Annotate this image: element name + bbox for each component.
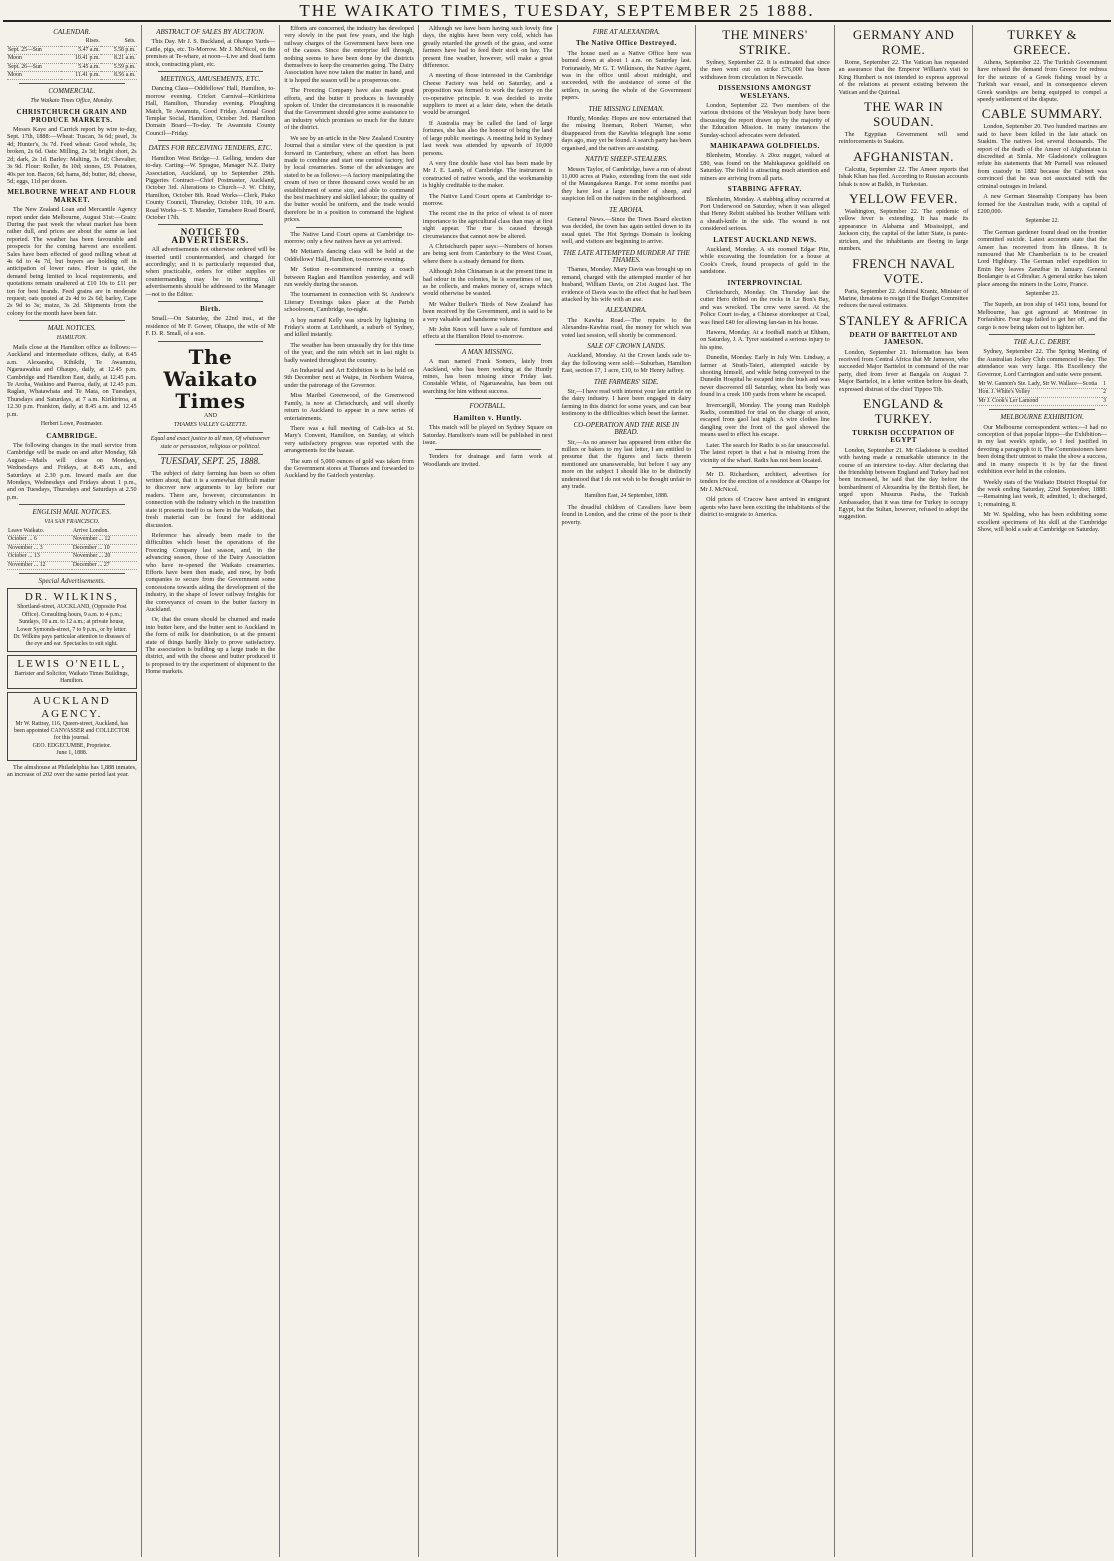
birth-text: Small.—On Saturday, the 22nd inst., at the residence of Mr F. Gower, Ohaupo, the wife of Mr F. D. R. Small, of a son.	[145, 315, 276, 338]
col3-para-6: Mr Sutton re-commenced running a coach between Raglan and Hamilton yesterday, and will run weekly during the season.	[284, 266, 414, 288]
football-text: This match will be played on Sydney Square on Saturday. Hamilton's team will be published in next issue.	[422, 424, 553, 446]
col3-para-11: Miss Maribel Greenwood, of the Greenwood Family, is now at Christchurch, and will shortly return to Auckland to appear in a new series of entertainments.	[284, 392, 414, 422]
col4-para-4: A very fine double base viol has been made by Mr J. E. Lamb, of Cambridge. The instrument is constructed of native woods, and the workmanship is highly creditable to the maker.	[422, 159, 553, 190]
col4-para-7: A Christchurch paper says:—Numbers of horses are being sent from Canterbury to the West Coast, where there is a steady demand for them.	[422, 242, 553, 265]
ad-dr-note: Dr. Wilkins pays particular attention to diseases of the eye and ear. Spectacles to suit sight.	[13, 634, 131, 648]
hospital-text: Weekly stats of the Waikato District Hospital for the week ending Saturday, 22nd September, 1888:—Remaining last week, 8; admitted, 1; discharged, 1; remaining, 8.	[977, 478, 1107, 508]
table-cell: Hon. J. White's Volley	[977, 389, 1102, 397]
table-row	[7, 553, 137, 561]
ad-dr-text: Shortland-street, AUCKLAND, (Opposite Post Office). Consulting hours, 9 a.m. to 4 p.m.; Sundays, 10 a.m. to 12 a.m.; at private house, Lower Symonds-street, 7 to 9 p.m., or by letter.	[16, 604, 127, 633]
missing-title: A MAN MISSING.	[461, 347, 514, 356]
ad-oneill-name: LEWIS O'NEILL,	[17, 657, 127, 670]
table-row	[977, 381, 1107, 389]
cable-summary-title: CABLE SUMMARY.	[981, 106, 1103, 122]
french-naval-title: FRENCH NAVAL VOTE.	[852, 255, 955, 286]
french-naval-text: Paris, September 22. Admiral Krantz, Minister of Marine, threatens to resign if the Budget Committee reduces the naval estimates.	[838, 287, 969, 310]
column-3	[280, 25, 419, 1557]
yellow-fever-title: YELLOW FEVER.	[849, 191, 958, 207]
table-cell: November ... 12	[7, 561, 72, 569]
england-turkey-title: ENGLAND & TURKEY.	[863, 395, 944, 426]
crown-lands-text: Auckland, Monday. At the Crown lands sale to-day the following were sold:—Suburban, Hamilton East, section 17, 1 acre, £10, to Mr Henry Jaffrey.	[561, 352, 692, 375]
col3-para-3: We see by an article in the New Zealand Country Journal that a similar view of the question is put forward in Canterbury, where an effort has been made to combine and start one central factory, fed by local creameries. Some of the advantages are stated to be as follows:—A factory manipulating the cream of two or three thousand cows would be an establishment of some size, and able to command the best machinery and skilled labour; the quality of the butter would be uniform, and the trade would therefore be in a position to command the highest prices.	[284, 134, 414, 224]
sheep-title: NATIVE SHEEP-STEALERS.	[585, 155, 668, 164]
cable-date-3: September 23.	[1025, 290, 1059, 297]
column-2	[142, 25, 281, 1557]
england-turkey-subtitle: TURKISH OCCUPATION OF EGYPT	[852, 428, 955, 445]
notice-text: All advertisements not otherwise ordered will be inserted until countermanded, and charged for accordingly; and it is particularly requested that, when practicable, orders for either supplies or countermanding may be in writing. All advertisements should be addressed to the Manager—not to the Editor.	[145, 246, 276, 298]
table-row	[7, 544, 137, 552]
ad-oneill-text: Barrister and Solicitor, Waikato Times Buildings, Hamilton.	[14, 670, 129, 685]
table-cell: 8.56 a.m.	[101, 72, 137, 80]
auckland-news-text: Auckland, Monday. A six roomed Edgar Pite, while excavating the foundation for a house at Cook's Creek, found prospects of gold in the sandstone.	[700, 245, 830, 276]
ad-agency	[7, 692, 137, 761]
table-row	[7, 38, 137, 46]
lineman-text: Huntly, Monday. Hopes are now entertained that the missing lineman, Robert Warner, who disappeared from the Kawhia telegraph line some days ago, may yet be found. A search party has been organised, and the natives are assisting.	[561, 115, 692, 152]
miners-title: THE MINERS' STRIKE.	[722, 27, 808, 57]
english-mail-via: VIA SAN FRANCISCO.	[44, 518, 100, 525]
col3-para-13: The sum of 5,000 ounces of gold was taken from the Government stores at Thames and forwarded to Auckland by the Gairloch yesterday.	[284, 457, 414, 480]
table-cell: Arrive London.	[72, 528, 137, 536]
table-row	[7, 528, 137, 536]
cracow-text: Old prices of Cracow have arrived in emigrant agents who have been exciting the inhabitants of the district to emigrate to America.	[700, 496, 830, 518]
stanley-text: London, September 21. Information has been received from Central Africa that Mr Jameson, who succeeded Major Barttelot in command of the rear party, died from fever at Bangala on August 7. Major Barttelot, in a letter written before his death, expressed distrust of the chief Tippoo Tib.	[838, 348, 969, 393]
mail-title: MAIL NOTICES.	[47, 324, 96, 333]
farmers-title: THE FARMERS' SIDE.	[593, 377, 659, 386]
col4-para-6: The recent rise in the price of wheat is of more importance to the agricultural class than may at first sight appear. The rise is caused through circumstances that cannot now be altered.	[422, 210, 553, 240]
table-cell: Moon	[7, 72, 61, 80]
ajc-results-table	[977, 381, 1107, 406]
miners-text: Sydney, September 22. It is estimated that since the men went out on strike £76,000 has been withdrawn from circulation in Newcastle.	[700, 59, 830, 81]
chch-text: Messrs Kaye and Carrick report by wire to-day, Sept. 17th, 1888:—Wheat: Tuscan, 3s 6d; pearl, 3s 4d; Hunter's, 3s 7d. Feed wheat: Good whole, 3s; broken, 2s 6d. Oats: Milling, 2s 3d; bright short, 2s 2d; dark, 2s 1d. Barley: Malting, 3s 6d; Chevalier, 3s 9d. Flour: Roller, 8s 10d; stones, £9. Potatoes, 40s per ton. Bacon, 6d; hams, 8d; butter, 8d; cheese, 5d; eggs, 11d per dozen.	[7, 126, 137, 185]
special-ads-title: Special Advertisements.	[38, 577, 106, 585]
germany-rome-text: Rome, September 22. The Vatican has requested an assurance that the Emperor William's visit to King Humbert is not intended to express approval of the relations at present existing between the Vatican and the Quirinal.	[838, 59, 969, 96]
murder-text: Thames, Monday. Mary Davis was brought up on remand, charged with the attempted murder of her husband, William Davis, on 21st August last. The evidence of Davis was to the effect that he had been attacked by his wife with an axe.	[561, 266, 692, 303]
farmers-text: Sir,—I have read with interest your late article on the dairy industry. I have been engaged in dairy farming in this district for some years, and can bear testimony to the difficulties which beset the farmer.	[561, 388, 692, 418]
table-cell: Sets.	[101, 38, 137, 46]
cable-text-1: London, September 20. Two hundred marines are said to have been killed in the late attack on Suakim. The natives lost several thousands. The report of the death of the Ameer of Afghanistan is discredited at Simla. Mr Gladstone's colleagues refute his statements that Mr Parnell was released from custody in 1882 because the Cabinet was convinced that he was not associated with the criminal outrages in Ireland.	[977, 123, 1107, 190]
cable-date-2: September 22.	[1025, 218, 1059, 225]
stanley-title: STANLEY & AFRICA	[838, 312, 969, 328]
football-subtitle: Hamilton v. Huntly.	[453, 413, 522, 422]
nameplate-subtitle: THAMES VALLEY GAZETTE.	[173, 422, 248, 429]
table-cell: December ... 27	[72, 561, 137, 569]
melbourne-exhibition-title: MELBOURNE EXHIBITION.	[1000, 413, 1084, 422]
editorial-para-3: Or, that the cream should be churned and made into butter here, and the butter sent to Auckland in the form of milk for distribution, is at the present state of things hardly likely to prove satisfactory. The association is building up a large trade in the district, and with the cheese and butter produced it is proposed to try the experiment of shipment to the Home markets.	[145, 616, 276, 676]
alexandra-text: The Kawhia Road.—The repairs to the Alexandra-Kawhia road, the money for which was voted last session, will shortly be commenced.	[561, 316, 692, 339]
editorial-para-2: Reference has already been made to the difficulties which beset the operations of the Freezing Company last season, and, in the advancing season, those of the Dairy Association who have re-opened the Waikato creameries. Efforts have been then made, and now, by both companies to secure from the Government some concessions towards aiding the development of the industry, in the shape of lower railway freights for the conveyance of cream to the butter factory in Auckland.	[145, 531, 276, 613]
col3-para-4: The Native Land Court opens at Cambridge to-morrow; only a few natives have as yet arrived.	[284, 230, 414, 245]
teaoha-text: General News.—Since the Town Board election was decided, the town has again settled down to its usual quiet. The Hot Springs Domain is looking well, and visitors are beginning to arrive.	[561, 215, 692, 246]
table-cell: Leave Waikato.	[7, 528, 72, 536]
soudan-title: THE WAR IN SOUDAN.	[863, 99, 944, 130]
football-title: FOOTBALL.	[469, 402, 506, 411]
column-5	[558, 25, 697, 1557]
fire-title: FIRE AT ALEXANDRA.	[592, 28, 660, 36]
col4-para-3: If Australia may be called the land of large fortunes, she has also the honour of being the land of large public meetings. A meeting held in Sydney last week was attended by upwards of 10,000 persons.	[422, 119, 553, 157]
col3-para-5: Mr Mettam's dancing class will be held at the Oddfellows' Hall, Hamilton, to-morrow evening.	[284, 248, 414, 263]
ad-agency-date: June 1, 1888.	[56, 750, 88, 757]
coop-title: CO-OPERATION AND THE RISE IN BREAD.	[573, 420, 679, 437]
dunedin-text: Dunedin, Monday. Early in July Wm. Lindsay, a farmer at Strath-Taieri, attempted suicide by shooting himself, and while being conveyed to the Dunedin Hospital he escaped into the bush and was never discovered till Saturday, when his body was found in a creek 100 yards from where he escaped.	[700, 354, 830, 399]
col3-para-10: An Industrial and Art Exhibition is to be held on 9th December next at Waipu, in Northern Wairoa, under the patronage of the Governor.	[284, 367, 414, 389]
afghanistan-title: AFGHANISTAN.	[853, 148, 954, 164]
commercial-title: COMMERCIAL.	[48, 87, 96, 96]
dateline: TUESDAY, SEPT. 25, 1888.	[160, 456, 261, 467]
coop-text: Sir,—As no answer has appeared from either the millers or bakers to my last letter, I am entitled to presume that the figures and facts therein mentioned are unanswerable, but before I say any more on the subject I should like to be distinctly understood that I do not wish to be thought unfair to any trade.	[561, 438, 692, 490]
tenders-note: Tenders for drainage and farm work at Woodlands are invited.	[422, 453, 553, 468]
alexandra-title: ALEXANDRA.	[605, 306, 647, 315]
table-row	[7, 536, 137, 544]
table-cell	[7, 38, 61, 46]
column-7	[835, 25, 974, 1557]
col4-para-9: Mr Walter Buller's 'Birds of New Zealand' has been received by the Government, and is said to be a very valuable and handsome volume.	[422, 300, 553, 323]
table-cell: 1	[1103, 381, 1106, 388]
table-cell: Sept. 26—Sun	[7, 63, 61, 71]
col4-para-5: The Native Land Court opens at Cambridge to-morrow.	[422, 192, 553, 207]
table-cell: November ... 20	[72, 553, 137, 561]
ajc-derby-text: Sydney, September 22. The Spring Meeting of the Australian Jockey Club commenced to-day. The attendance was very large. His Excellency the Governor, Lord Carrington and suite were present.	[977, 348, 1107, 378]
col3-para-9: The weather has been unusually dry for this time of the year, and the rain which set in last night is badly wanted throughout the country.	[284, 341, 414, 364]
invercargill-text: Invercargill, Monday. The young man Rudolph Radix, committed for trial on the charge of arson, escaped from gaol last night. A wire clothes line dangling over the front of the gaol showed the means used to effect his escape.	[700, 401, 830, 439]
mail-subtitle: HAMILTON.	[56, 334, 87, 341]
bread-text: The dreadful children of Cavaliers have been found in London, and the crime of the poor is their poverty.	[561, 503, 692, 526]
col3-para-1: Efforts are concerned, the industry has developed very slowly in the past few years, and the high railway charges of the Government have been one of the causes. Since the enterprise fell through, nothing seems to have been done by the districts themselves to keep the creameries going. The Dairy Association have now taken the matter in hand, and it is hoped the season will be a prosperous one.	[284, 25, 414, 84]
col4-para-8: Although John Chinaman is at the present time in bad odour in the colonies, he is sometimes of use, as he collects, and makes money of, scraps which would otherwise be wasted.	[422, 268, 553, 298]
table-cell: 8.21 a.m.	[101, 55, 137, 63]
sheep-text: Messrs Taylor, of Cambridge, have a run of about 11,000 acres at Piako, extending from the east side of the Maungakawa Range. For some months past they have lost a large number of sheep, and suspicion fell on the natives in the neighbourhood.	[561, 165, 692, 203]
tenders-text: Hamilton West Bridge—J. Gelling, tenders due to-day. Carting—W. Sprague, Manager N.Z. Dairy Association, Auckland, up to September 29th. Piggeries Contract—Chief Postmaster, Auckland, October 3rd. Alterations to Church—J. W. Chitty, Hamilton, October 8th. Road Works—Clerk, Piako County Council, Thursday, October 11th, 10 a.m. Road Works—S. T. Mander, Tamahere Road Board, October 17th.	[145, 154, 276, 221]
notice-title: NOTICE TO ADVERTISERS.	[171, 227, 250, 245]
col4-para-1: Although we have been having such lovely fine days, the nights have been very cold, which has greatly retarded the growth of the grass, and some farmers have had to feed their stock on hay. The present fine weather, however, will make a great difference.	[422, 25, 553, 70]
table-cell: 5.59 p.m.	[101, 63, 137, 71]
turkey-greece-title: TURKEY & GREECE.	[1007, 27, 1077, 57]
sales-text: This Day. Mr J. S. Buckland, at Ohaupo Yards—Cattle, pigs, etc. To-Morrow. Mr J. McNicol, on the premises at Te-whare, at noon—Live and dead farm stock, contracting plant, etc.	[145, 38, 276, 68]
stabbing-title: STABBING AFFRAY.	[727, 185, 803, 194]
col3-para-2: The Freezing Company have also made great efforts, and the butter it produces is favourably spoken of. Under the circumstances it is reasonable that the Government should give some assistance to an industry which promises so much for the future of the district.	[284, 87, 414, 132]
calendar-title: CALENDAR.	[53, 28, 91, 36]
meetings-title: MEETINGS, AMUSEMENTS, ETC.	[160, 75, 261, 84]
melbourne-text: The New Zealand Loan and Mercantile Agency report under date Melbourne, August 31st:—Grain: During the past week the wheat market has been rather dull, and prices are about the same as last reported. The weather has been favourable and prospects for the coming harvest are excellent. Sales have been effected of good milling wheat at 4s 6d to 4s 7d, but buyers are holding off in anticipation of lower rates. Flour is quiet, the demand being limited to local requirements, and quotations remain unaltered at £10 10s to £11 per ton for best brands. Feed grains are in moderate request; oats quoted at 2s 4d to 2s 6d; barley, Cape 2s 9d to 3s; maize, 3s 2d. Shipments from the colony for the month have been fair.	[7, 206, 137, 317]
teaoha-title: TE AROHA.	[609, 205, 644, 214]
col3-para-7: The tournament in connection with St. Andrew's Literary Evenings takes place at the Parish schoolroom, Cambridge, to-night.	[284, 291, 414, 314]
english-mail-title: ENGLISH MAIL NOTICES.	[32, 508, 112, 517]
cambridge-heading: CAMBRIDGE.	[46, 431, 98, 440]
interprovincial-text: Christchurch, Monday. On Thursday last the cutter Hero drifted on the rocks in Le Bon's Bay, and was wrecked. The crew were saved. At the Police Court to-day, a Chinese storekeeper at Coal, was fined £40 for allowing fan-tan in his house.	[700, 288, 830, 326]
meetings-text: Dancing Class—Oddfellows' Hall, Hamilton, to-morrow evening. Cricket Carnival—Kirikiriroa Hall, Hamilton, Thursday evening. Ploughing Match, Te Awamutu, Good Friday. Annual Good Templar Social, Hamilton, October 3rd. Hamilton Domain Board—To-day. Te Awamutu County Council—Friday.	[145, 85, 276, 137]
column-1	[3, 25, 142, 1557]
soudan-text: The Egyptian Government will send reinforcements to Suakim.	[838, 131, 969, 146]
germany-rome-title: GERMANY AND ROME.	[852, 27, 955, 57]
table-cell: October ... 13	[7, 553, 72, 561]
column-8	[973, 25, 1111, 1557]
table-row	[7, 561, 137, 569]
ad-dr-name: DR. WILKINS,	[24, 591, 119, 604]
lineman-title: THE MISSING LINEMAN.	[588, 104, 665, 113]
table-cell: Rises.	[61, 38, 101, 46]
melbourne-heading: MELBOURNE WHEAT AND FLOUR MARKET.	[7, 188, 137, 204]
almshouse-text: The almshouse at Philadelphia has 1,888 inmates, an increase of 202 over the same period last year.	[7, 763, 137, 779]
turkey-greece-text: Athens, September 22. The Turkish Government have refused the demand from Greece for redress for the seizure of a Greek fishing vessel by a Turkish war vessel, and in consequence eleven Greek warships are being equipped to compel a speedy settlement of the dispute.	[977, 59, 1107, 104]
commercial-subtitle: The Waikato Times Office, Monday.	[30, 97, 114, 104]
cable-text-2: A new German Steamship Company has been formed for the Australian trade, with a capital of £200,000.	[977, 193, 1107, 215]
invercargill-later-text: Later. The search for Radix is so far unsuccessful. The latest report is that a hat is missing from the vicinity of the wharf. Radix has not been located.	[700, 441, 830, 464]
spalding-text: Mr W. Spalding, who has been exhibiting some excellent specimens of his skill at the Cambridge Show, will hold a sale at Cambridge on Saturday.	[977, 511, 1107, 533]
nameplate: The Waikato Times	[163, 344, 258, 413]
birth-title: Birth.	[200, 305, 221, 313]
table-cell: Moon	[7, 55, 61, 63]
chch-heading: CHRISTCHURCH GRAIN AND PRODUCE MARKETS.	[16, 108, 128, 124]
table-cell: 5.47 a.m.	[61, 46, 101, 54]
table-cell: October ... 6	[7, 536, 72, 544]
table-row	[7, 72, 137, 80]
melbourne-exhibition-text: Our Melbourne correspondent writes:—I had no conception of that popular hippo—the Exhibition—in my last week's epistle, so I feel justified in devoting a paragraph to it. The Commissioners have been doing their utmost to make the show a success, and in many respects it is by far the finest exhibition ever held in the colonies.	[977, 423, 1107, 476]
mahikapawa-title: MAHIKAPAWA GOLDFIELDS.	[710, 142, 820, 151]
auckland-news-title: LATEST AUCKLAND NEWS.	[713, 235, 817, 244]
table-cell: November ... 12	[72, 536, 137, 544]
richardson-text: Mr D. Richardson, architect, advertises for tenders for the erection of a residence at Ohaupo for Mr J. McNicol.	[700, 470, 830, 493]
table-row	[977, 389, 1107, 397]
nameplate-motto: Equal and exact justice to all men, Of whatsoever state or persuasion, religious or political.	[150, 436, 271, 450]
table-cell: 5.58 p.m.	[101, 46, 137, 54]
col3-para-12: There was a full meeting of Cath-lics at St. Mary's Convent, Hamilton, on Sunday, at which very satisfactory progress was reported with the arrangements for the bazaar.	[284, 424, 414, 455]
fire-subtitle: The Native Office Destroyed.	[576, 39, 677, 48]
table-cell: 10.41 p.m.	[61, 55, 101, 63]
table-cell: 11.41 p.m.	[61, 72, 101, 80]
fire-text: The house used as a Native Office here was burned down at about 1 a.m. on Saturday last. Fortunately, Mr G. T. Wilkinson, the Native Agent, was in the office until about midnight, and succeeded, with the assistance of some of the settlers, in saving the whole of the Government papers.	[561, 49, 692, 102]
table-cell: Mr J. Cook's Ler Lamond	[977, 397, 1102, 405]
sales-title: ABSTRACT OF SALES BY AUCTION.	[156, 28, 265, 36]
masthead: THE WAIKATO TIMES, TUESDAY, SEPTEMBER 25 1888.	[3, 0, 1111, 22]
english-mail-table	[7, 528, 137, 570]
table-cell: 2	[1103, 389, 1106, 396]
england-turkey-text: London, September 21. Mr Gladstone is credited with having made a remarkable utterance in the course of an interview to-day. After declaring that the friendship between England and Turkey had not been increased, he said that the day before the bombardment of Alexandria by the British fleet, he urged upon Musurus Pasha, the Turkish Ambassador, that it was time for Turkey to occupy Egypt, but the Sultan, however, refused to adopt the suggestion.	[838, 446, 969, 521]
wesleyans-text: London, September 22. Two members of the various divisions of the Wesleyan body have been discussing the report drawn up by the majority of the Education Mission. In many instances the Sunday-school advocates were defeated.	[700, 102, 830, 139]
mahikapawa-text: Blenheim, Monday. A 20oz nugget, valued at £80, was found on the Mahikapawa goldfield on Saturday. The field is attracting much attention and miners are arriving from all parts.	[700, 152, 830, 182]
ad-agency-name: AUCKLAND AGENCY.	[32, 694, 111, 720]
table-cell: December ... 10	[72, 544, 137, 552]
col3-para-8: A boy named Kelly was struck by lightning in Friday's storm at Leichhardt, a suburb of Sydney, and killed instantly.	[284, 316, 414, 339]
ajc-derby-title: THE A.J.C. DERBY.	[1013, 338, 1071, 346]
missing-text: A man named Frank Somers, lately from Auckland, who has been working at the Huntly mines, has been missing since Friday last. Constable White, of Ngaruawahia, has been out searching for him without success.	[422, 358, 553, 395]
cable-text-3: The German gardener found dead on the frontier committed suicide. Latest accounts state that the Ameer has recovered from his illness. It is rumoured that Mr Chamberlain is to be created Lord Highbury. The German relief expedition to Emin Bey leaves Zanzibar in January. General Boulanger is at Gibraltar. A general strike has taken place among the miners in the Loire, France.	[977, 228, 1107, 288]
cable-text-4: The Superb, an iron ship of 1451 tons, bound for Melbourne, has got aground at Montrose in Forfarshire. Four tugs failed to get her off, and the cargo is now being taken out to lighten her.	[977, 301, 1107, 331]
table-row	[7, 55, 137, 63]
calendar-table	[7, 38, 137, 80]
table-row	[977, 397, 1107, 405]
stabbing-text: Blenheim, Monday. A stabbing affray occurred at Port Underwood on Saturday, when it was alleged that Henry Rebitt stabbed his brother William with a sheath-knife in the side. The wound is not considered serious.	[700, 195, 830, 233]
col4-para-10: Mr John Knox will have a sale of furniture and effects at the Hamilton Hotel to-morrow.	[422, 326, 553, 341]
table-cell: 3	[1103, 397, 1106, 404]
ad-oneill	[7, 655, 137, 689]
column-4	[419, 25, 558, 1557]
editorial-para-1: The subject of dairy farming has been so often written about, that it is a somewhat difficult matter to discover new arguments to lay before our readers. There are, however, circumstances in connection with the industry which in the transition state it presents itself to us here in the Waikato, that fresh material can be found for additional discussion.	[145, 469, 276, 529]
afghanistan-text: Calcutta, September 22. The Ameer reports that Ishak Khan has fled. According to Russian accounts Ishak is now at Balkh, in Turkestan.	[838, 165, 969, 188]
yellow-fever-text: Washington, September 22. The epidemic of yellow fever is extending. It has made its appearance in Alabama and Mississippi, and Jackson city, the capital of the latter State, is panic-stricken, and the inhabitants are fleeing in large numbers.	[838, 208, 969, 253]
interprovincial-title: INTERPROVINCIAL	[727, 278, 803, 287]
cambridge-text: The following changes in the mail service from Cambridge will be made on and after Monday, 6th August:—Mails will close on Mondays, Wednesdays and Fridays, at 8.45 a.m., and Saturdays at 2.30 p.m. Inward mails are due Mondays, Wednesdays and Fridays about 1 p.m., and on Tuesdays, Thursdays and Saturdays at 2.50 p.m.	[7, 441, 137, 501]
ad-dr-wilkins	[7, 588, 137, 651]
table-cell: 5.45 a.m.	[61, 63, 101, 71]
ad-agency-signature: GEO. EDGECUMBE, Proprietor.	[32, 742, 112, 749]
stanley-subtitle: DEATH OF BARTTELOT AND JAMESON.	[849, 330, 958, 347]
table-row	[7, 63, 137, 71]
ad-agency-text: Mr W. Rattray, 116, Queen-street, Auckland, has been appointed CANVASSER and COLLECTOR for this journal.	[13, 720, 130, 742]
nameplate-and: AND	[203, 412, 217, 419]
wesleyans-title: DISSENSIONS AMONGST WESLEYANS.	[718, 84, 812, 100]
coop-signature: Hamilton East, 24 September, 1888.	[584, 493, 669, 500]
mail-text: Mails close at the Hamilton office as follows:—Auckland and intermediate offices, daily, at 8.45 a.m. Alexandra, Kihikihi, Te Awamutu, Ngaruawahia and Ohaupo, daily, at 12.45 p.m. Cambridge and Hamilton East, daily, at 12.45 p.m. Te Aroha, Waikino and Paeroa, daily, at 12.45 p.m. Raglan, Whatawhata and Te Mata, on Tuesdays, Thursdays and Saturdays, at 7 a.m. Kirikiriroa, at 12.30 p.m. Frankton, daily, at 8.45 a.m. and 12.45 p.m.	[7, 344, 137, 418]
columns	[3, 25, 1111, 1557]
column-6	[696, 25, 835, 1557]
col4-para-2: A meeting of those interested in the Cambridge Cheese Factory was held on Saturday, and a proposition was formed to work the factory on the co-operative principle. It was decided to invite suppliers to meet at a later date, when the details would be arranged.	[422, 72, 553, 117]
table-row	[7, 46, 137, 54]
murder-title: THE LATE ATTEMPTED MURDER AT THE THAMES.	[562, 248, 690, 264]
table-cell: Mr W. Gannon's Ste. Lady, Sir W. Wallace—Scotia	[977, 381, 1102, 389]
table-cell: November ... 3	[7, 544, 72, 552]
hawera-text: Hawera, Monday. At a football match at Eltham, on Saturday, J. A. Tyrer sustained a serious injury to his spine.	[700, 329, 830, 351]
tenders-title: DATES FOR RECEIVING TENDERS, ETC.	[148, 144, 273, 153]
crown-lands-title: SALE OF CROWN LANDS.	[587, 342, 666, 351]
table-cell: Sept. 25—Sun	[7, 46, 61, 54]
mail-signature: Herbert Lowe, Postmaster.	[40, 421, 103, 428]
